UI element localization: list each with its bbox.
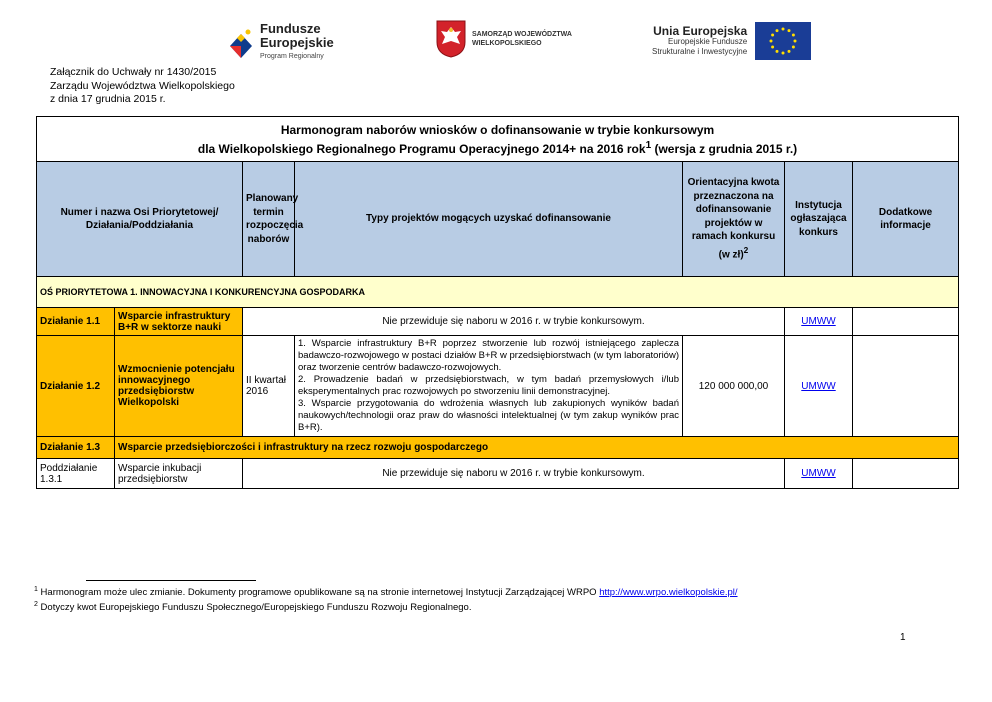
footnote-1: $^1$ Harmonogram może ulec zmianie. Dokumenty programowe opublikowane są na stronie internetowej Instytucji Zarządzającej WRPO http://www.wrpo.wielkopolskie.pl/ [34,586,738,599]
header-planned-term: Planowany termin rozpoczęcia naborów [243,162,295,277]
annex-header [50,66,235,107]
additional-info-cell [853,459,959,489]
additional-info-cell [853,308,959,336]
header-amount: Orientacyjna kwota przeznaczona na dofinansowanie projektów w ramach konkursu (w zł)$^2$ [683,162,785,277]
footnote-separator [86,580,256,581]
header-project-types: Typy projektów mogących uzyskać dofinansowanie [295,162,683,277]
amount-value: 120 000 000,00 [683,336,785,437]
header-additional-info: Dodatkowe informacje [853,162,959,277]
footnote-2: $^2$ Dotyczy kwot Europejskiego Funduszu Społecznego/Europejskiego Funduszu Rozwoju Regionalnego. [34,601,472,614]
subaction-name: Wsparcie inkubacji przedsiębiorstw [115,459,243,489]
title-line2: dla Wielkopolskiego Regionalnego Programu Operacyjnego 2014+ na 2016 rok$^1$ (wersja z grudnia 2015 r.) [197,139,798,156]
institution-link[interactable]: UMWW [785,459,853,489]
title-line1: Harmonogram naborów wniosków o dofinansowanie w trybie konkursowym [280,122,715,137]
logo-bar [0,20,992,66]
no-call-note: Nie przewiduje się naboru w 2016 r. w trybie konkursowym. [243,459,785,489]
eu-line1: Unia Europejska [653,24,748,38]
eu-line3: Strukturalne i Inwestycyjne [652,47,748,56]
coat-of-arms-icon [436,20,466,58]
header-row [37,162,959,277]
institution-link[interactable]: UMWW [785,308,853,336]
table-row [37,336,959,437]
samorzad-line2: WIELKOPOLSKIEGO [472,40,542,47]
table-row [37,459,959,489]
wrpo-link[interactable]: http://www.wrpo.wielkopolskie.pl/ [599,587,738,599]
annex-line1: Załącznik do Uchwały nr 1430/2015 [50,66,217,78]
institution-link[interactable]: UMWW [785,336,853,437]
schedule-table [36,116,959,489]
samorzad-line1: SAMORZĄD WOJEWÓDZTWA [472,31,572,38]
fe-line2: Europejskie [260,35,334,50]
project-type-2: 2. Prowadzenie badań w przedsiębiorstwach, w tym badań przemysłowych i/lub eksperymentalnych prac rozwojowych po stworzeniu linii demonstracyjnej. [298,374,679,397]
action-code: Działanie 1.2 [37,336,115,437]
axis-title: OŚ PRIORYTETOWA 1. INNOWACYJNA I KONKURENCYJNA GOSPODARKA [37,277,959,308]
action-name: Wsparcie infrastruktury B+R w sektorze nauki [115,308,243,336]
additional-info-cell [853,336,959,437]
table-title [37,117,959,162]
annex-line3: z dnia 17 grudnia 2015 r. [50,93,166,105]
action-name: Wsparcie przedsiębiorczości i infrastruktury na rzecz rozwoju gospodarczego [115,437,959,459]
annex-line2: Zarządu Województwa Wielkopolskiego [50,79,235,92]
samorzad-logo [436,20,572,58]
table-row [37,308,959,336]
project-type-1: 1. Wsparcie infrastruktury B+R poprzez stworzenie lub rozwój istniejącego zaplecza badawczo-rozwojowego w postaci działów B+R w przedsiębiorstwach (w tym laboratoriów) oraz tworzenie centrów badawczo-rozwojowych. [298,338,679,373]
fe-star-icon [228,26,254,60]
header-axis-action: Numer i nazwa Osi Priorytetowej/ Działania/Poddziałania [37,162,243,277]
no-call-note: Nie przewiduje się naboru w 2016 r. w trybie konkursowym. [243,308,785,336]
project-types [295,336,683,437]
axis-row [37,277,959,308]
table-row [37,437,959,459]
subaction-code: Poddziałanie 1.3.1 [37,459,115,489]
action-code: Działanie 1.3 [37,437,115,459]
fe-line3: Program Regionalny [260,53,324,60]
action-code: Działanie 1.1 [37,308,115,336]
action-name: Wzmocnienie potencjału innowacyjnego przedsiębiorstw Wielkopolski [115,336,243,437]
fe-line1: Fundusze [260,21,321,36]
page-number: 1 [900,632,906,643]
header-institution: Instytucja ogłaszająca konkurs [785,162,853,277]
planned-term: II kwartał 2016 [243,336,295,437]
fundusze-europejskie-logo [228,22,334,64]
eu-flag-icon [755,22,811,60]
eu-logo [652,22,811,60]
project-type-3: 3. Wsparcie przygotowania do wdrożenia własnych lub zakupionych wyników badań naukowych/technologii oraz praw do własności intelektualnej (w tym zakup wyników prac B+R). [298,398,679,433]
eu-line2: Europejskie Fundusze [668,37,748,46]
